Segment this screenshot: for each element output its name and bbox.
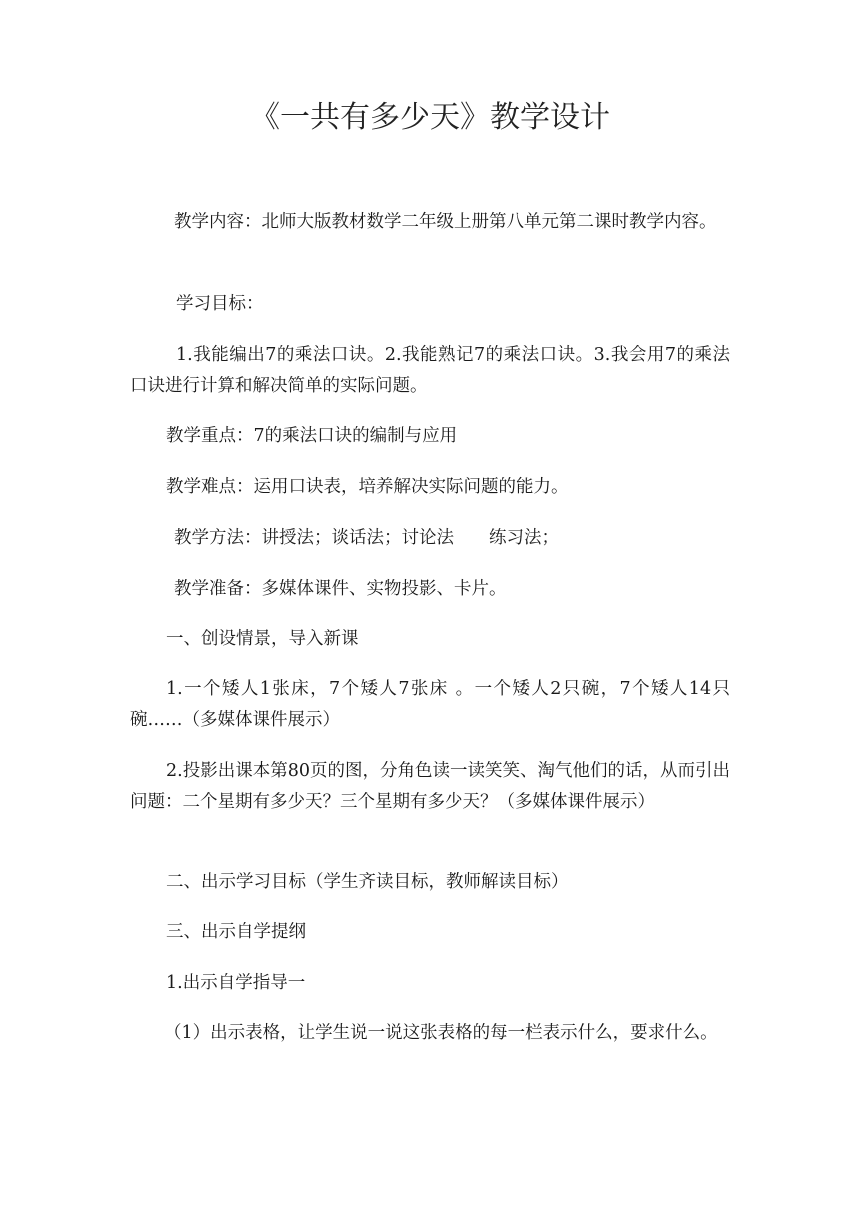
paragraph-methods: 教学方法：讲授法；谈话法；讨论法 练习法； bbox=[174, 528, 559, 548]
paragraph-guide-1: 1.出示自学指导一 bbox=[166, 973, 306, 993]
paragraph-teaching-content: 教学内容：北师大版教材数学二年级上册第八单元第二课时教学内容。 bbox=[174, 212, 717, 232]
paragraph-learning-goals: 1.我能编出7的乘法口诀。2.我能熟记7的乘法口诀。3.我会用7的乘法口诀进行计算和解决简单的实际问题。 bbox=[130, 345, 730, 396]
section-heading-3: 三、出示自学提纲 bbox=[166, 922, 306, 942]
paragraph-guide-1-item-1: （1）出示表格，让学生说一说这张表格的每一栏表示什么，要求什么。 bbox=[164, 1023, 718, 1043]
paragraph-intro-1: 1.一个矮人1张床，7个矮人7张床 。一个矮人2只碗，7个矮人14只碗……（多媒体课件展示） bbox=[130, 679, 730, 730]
paragraph-learning-goals-heading: 学习目标： bbox=[176, 294, 264, 314]
paragraph-intro-2: 2.投影出课本第80页的图，分角色读一读笑笑、淘气他们的话，从而引出问题：二个星期有多少天？三个星期有多少天？（多媒体课件展示） bbox=[130, 761, 730, 812]
section-heading-1: 一、创设情景，导入新课 bbox=[166, 629, 359, 649]
paragraph-key-point: 教学重点：7的乘法口诀的编制与应用 bbox=[166, 426, 458, 446]
paragraph-preparation: 教学准备：多媒体课件、实物投影、卡片。 bbox=[174, 579, 507, 599]
paragraph-difficulty: 教学难点：运用口诀表，培养解决实际问题的能力。 bbox=[166, 477, 569, 497]
section-heading-2: 二、出示学习目标（学生齐读目标，教师解读目标） bbox=[166, 872, 569, 892]
document-title: 《一共有多少天》教学设计 bbox=[250, 100, 610, 135]
